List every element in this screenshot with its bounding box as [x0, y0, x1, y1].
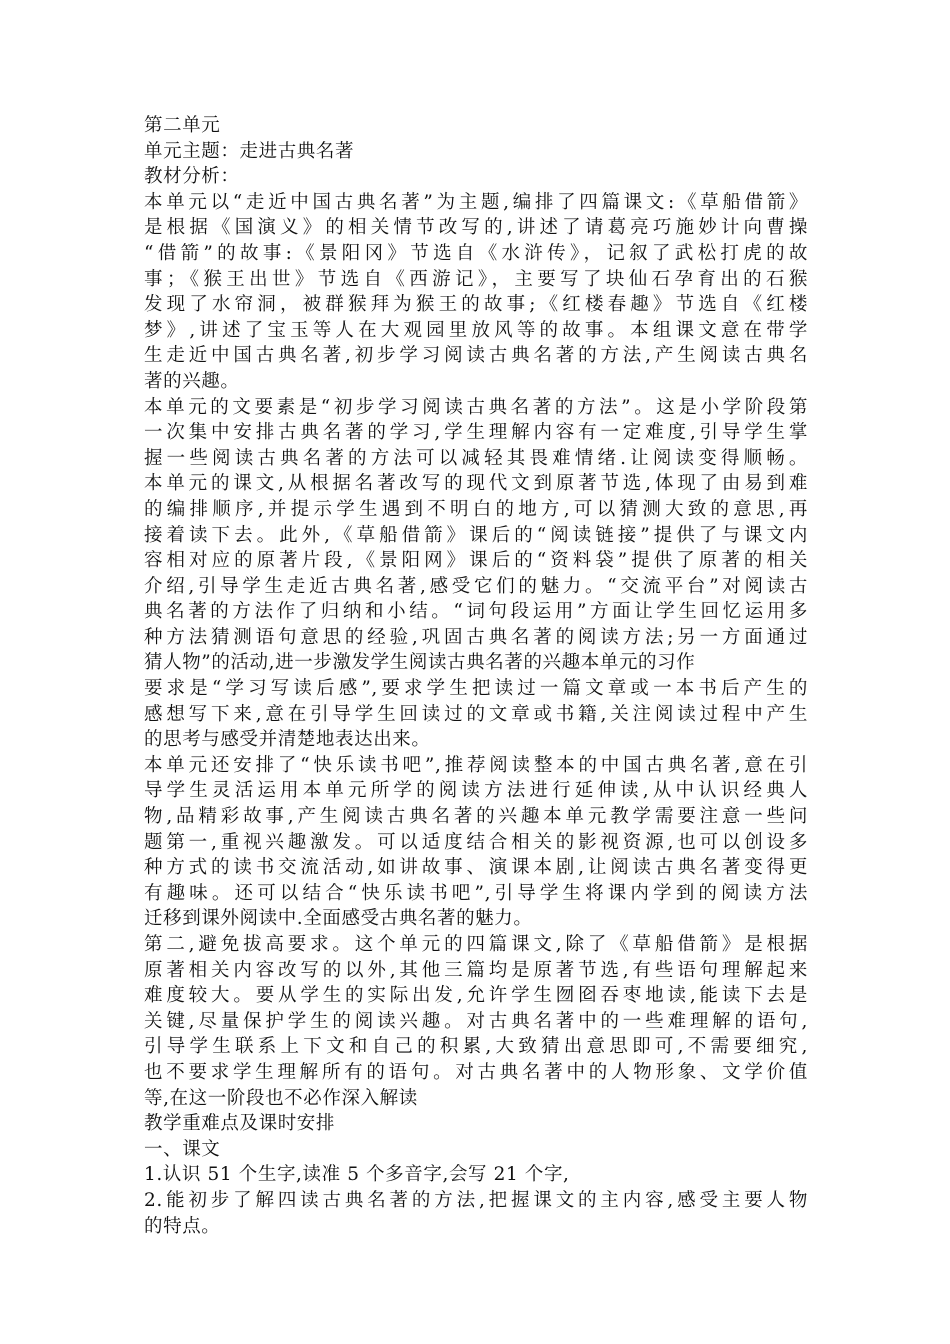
- text-line: 第二,避免拔高要求。这个单元的四篇课文,除了《草船借箭》是根据: [144, 934, 808, 955]
- text-line: 题第一,重视兴趣激发。可以适度结合相关的影视资源,也可以创设多: [144, 831, 808, 853]
- text-line: 本单元的课文,从根据名著改写的现代文到原著节选,体现了由易到难: [144, 473, 808, 495]
- text-line: 典名著的方法作了归纳和小结。“词句段运用”方面让学生回忆运用多: [144, 601, 808, 623]
- text-line: 要求是“学习写读后感”,要求学生把读过一篇文章或一本书后产生的: [144, 678, 808, 700]
- text-line: 接着读下去。此外,《草船借箭》课后的“阅读链接”提供了与课文内: [144, 524, 808, 546]
- text-line: 教材分析：: [144, 166, 240, 188]
- text-line: 事；《猴王出世》节选自《西游记》，主要写了块仙石孕育出的石猴: [144, 268, 808, 290]
- text-line: 有趣味。还可以结合“快乐读书吧”,引导学生将课内学到的阅读方法: [144, 882, 808, 904]
- text-line: 容相对应的原著片段,《景阳网》课后的“资料袋”提供了原著的相关: [144, 550, 808, 572]
- text-line: 本单元还安排了“快乐读书吧”,推荐阅读整本的中国古典名著,意在引: [144, 754, 808, 776]
- text-line: 迁移到课外阅读中.全面感受古典名著的魅力。: [144, 908, 533, 930]
- text-line: 的思考与感受并清楚地表达出来。: [144, 729, 431, 751]
- text-line: 梦》,讲述了宝玉等人在大观园里放风等的故事。本组课文意在带学: [144, 319, 808, 341]
- text-line: 种方式的读书交流活动,如讲故事、演课本剧,让阅读古典名著变得更: [144, 857, 808, 879]
- text-line: 种方法猜测语句意思的经验,巩固古典名著的阅读方法;另一方面通过: [144, 626, 808, 648]
- text-line: 猜人物”的活动,进一步激发学生阅读古典名著的兴趣本单元的习作: [144, 652, 696, 674]
- text-line: 引导学生联系上下文和自己的积累,大致猜出意思即可,不需要细究,: [144, 1036, 808, 1058]
- text-line: 发现了水帘洞，被群猴拜为猴王的故事;《红楼春趣》节选自《红楼: [144, 294, 808, 316]
- text-line: 一、课文: [144, 1138, 221, 1160]
- text-line: 2.能初步了解四读古典名著的方法,把握课文的主内容,感受主要人物: [144, 1189, 808, 1211]
- text-line: 也不要求学生理解所有的语句。对古典名著中的人物形象、文学价值: [144, 1061, 808, 1083]
- text-line: “借箭”的故事:《景阳冈》节选自《水浒传》，记叙了武松打虎的故: [144, 242, 808, 264]
- text-line: 关键,尽量保护学生的阅读兴趣。对古典名著中的一些难理解的语句,: [144, 1010, 808, 1032]
- text-line: 生走近中国古典名著,初步学习阅读古典名著的方法,产生阅读古典名: [144, 345, 808, 367]
- text-line: 第二单元: [144, 115, 221, 136]
- text-line: 教学重难点及课时安排: [144, 1113, 336, 1135]
- document-page: [144, 113, 808, 1239]
- text-line: 单元主题：走进古典名著: [144, 140, 355, 162]
- text-line: 物,品精彩故事,产生阅读古典名著的兴趣本单元教学需要注意一些问: [144, 806, 808, 828]
- text-line: 原著相关内容改写的以外,其他三篇均是原著节选,有些语句理解起来: [144, 959, 808, 981]
- text-line: 等,在这一阶段也不必作深入解读: [144, 1087, 418, 1109]
- text-line: 是根据《国演义》的相关情节改写的,讲述了请葛亮巧施妙计向曹操: [144, 217, 808, 239]
- text-line: 本单元的文要素是“初步学习阅读古典名著的方法”。这是小学阶段第: [144, 396, 808, 418]
- text-line: 的编排顺序,并提示学生遇到不明白的地方,可以猜测大致的意思,再: [144, 498, 808, 520]
- text-line: 介绍,引导学生走近古典名著,感受它们的魅力。“交流平台”对阅读古: [144, 575, 808, 597]
- text-line: 一次集中安排古典名著的学习,学生理解内容有一定难度,引导学生掌: [144, 422, 808, 444]
- text-line: 本单元以“走近中国古典名著”为主题,编排了四篇课文:《草船借箭》: [144, 191, 808, 213]
- text-line: 难度较大。要从学生的实际出发,允许学生囫囵吞枣地读,能读下去是: [144, 985, 808, 1007]
- text-line: 感想写下来,意在引导学生回读过的文章或书籍,关注阅读过程中产生: [144, 703, 808, 725]
- text-line: 的特点。: [144, 1215, 221, 1237]
- text-line: 导学生灵活运用本单元所学的阅读方法进行延伸读,从中认识经典人: [144, 780, 808, 802]
- text-line: 著的兴趣。: [144, 370, 240, 392]
- text-line: 1.认识 51 个生字,读准 5 个多音字,会写 21 个字,: [144, 1164, 570, 1186]
- text-line: 握一些阅读古典名著的方法可以减轻其畏难情绪.让阅读变得顺畅。: [144, 447, 808, 469]
